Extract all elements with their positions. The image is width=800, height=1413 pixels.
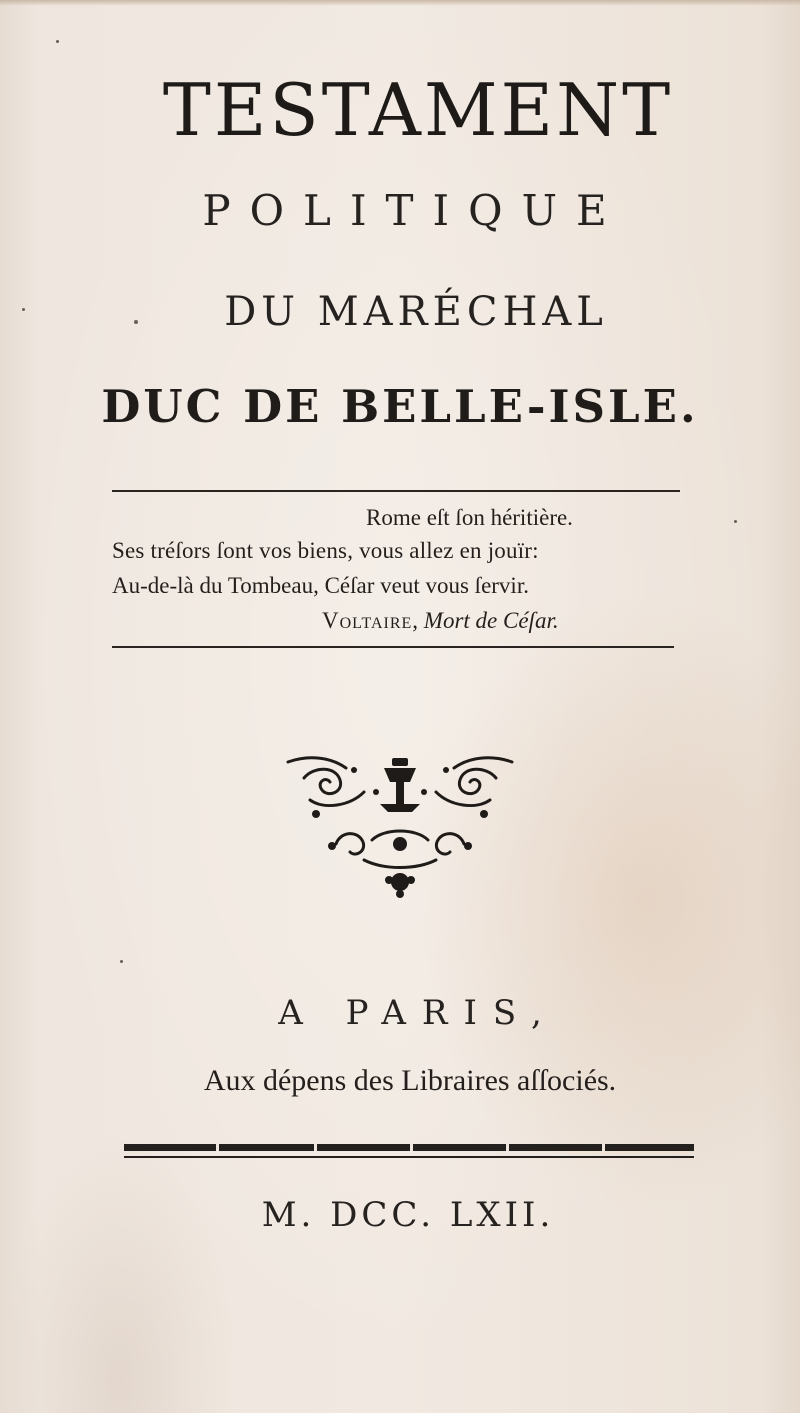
title-line-testament: TESTAMENT <box>162 68 674 152</box>
epigraph-line-3: Au-de-là du Tombeau, Céſar veut vous ſervir. <box>112 573 529 598</box>
epigraph-line-2: Ses tréſors ſont vos biens, vous allez en jouïr: <box>112 538 539 563</box>
title-line-politique: POLITIQUE <box>202 186 626 235</box>
epigraph-bottom-rule <box>112 646 674 648</box>
imprint-date: M. DCC. LXII. <box>261 1195 555 1235</box>
imprint-publisher: Aux dépens des Libraires aſſociés. <box>203 1064 617 1097</box>
title-line-du-marechal: DU MARÉCHAL <box>224 289 608 335</box>
attribution-work: Mort de Céſar. <box>423 608 559 633</box>
attribution-author: Voltaire <box>322 608 413 633</box>
paper-speck <box>734 520 737 523</box>
printers-ornament-icon <box>280 748 520 906</box>
imprint-double-rule <box>124 1142 694 1164</box>
imprint-place: A PARIS, <box>278 993 558 1033</box>
paper-speck <box>56 40 59 43</box>
title-line-duc-de-belle-isle: DUC DE BELLE-ISLE. <box>101 380 699 433</box>
paper-speck <box>120 960 123 963</box>
epigraph-top-rule <box>112 490 680 492</box>
epigraph-line-1: Rome eſt ſon héritière. <box>366 505 573 530</box>
paper-speck <box>22 308 25 311</box>
epigraph-attribution <box>322 609 559 632</box>
attribution-separator: , <box>412 608 424 633</box>
page-top-edge <box>0 0 800 6</box>
paper-speck <box>134 320 138 324</box>
